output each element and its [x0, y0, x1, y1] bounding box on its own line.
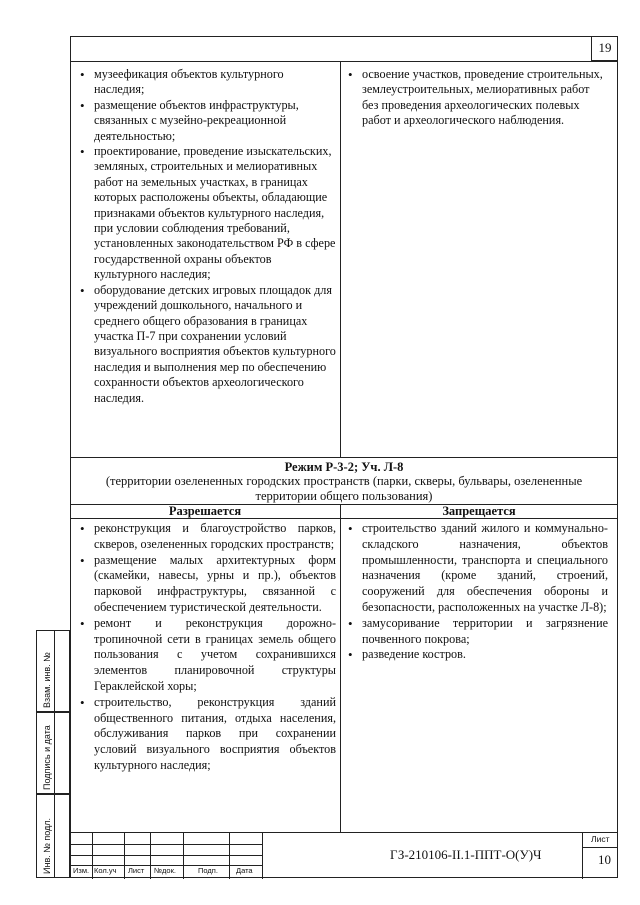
list-item: • музеефикация объектов культурного наследия;: [78, 67, 336, 98]
list-item: • размещение малых архитектурных форм (скамейки, навесы, урны и пр.), объектов парковой инфраструктуры, связанной с обеспечением туристической деятельности.: [78, 553, 336, 616]
side-cell-original: [36, 794, 70, 878]
stamp-col-label: Лист: [128, 866, 145, 875]
stamp-col-label: Кол.уч: [94, 866, 117, 875]
page-number: 19: [591, 36, 618, 61]
side-stamp: [36, 630, 70, 878]
top-left-list: [78, 67, 336, 406]
side-cell-replace: [36, 630, 70, 712]
list-item: • реконструкция и благоустройство парков, скверов, озелененных городских пространств;: [78, 521, 336, 553]
regime-subtitle: (территории озелененных городских пространств (парки, скверы, бульвары, озелененные территории общего пользования): [105, 474, 583, 503]
top-right-list: [346, 67, 608, 129]
side-label: Инв. № подл.: [42, 817, 52, 874]
document-id: ГЗ-210106-II.1-ППТ-О(У)Ч: [390, 847, 542, 862]
regime-column-divider: [340, 504, 341, 832]
list-item: • ремонт и реконструкция дорожно-тропиночной сети в границах земель общего пользования с учетом сохранившихся элементов планировочной структуры Гераклейской хоры;: [78, 616, 336, 695]
allowed-header: Разрешается: [168, 504, 242, 518]
stamp-col-label: Изм.: [73, 866, 90, 875]
regime-top-divider: [70, 457, 618, 458]
forbidden-header: Запрещается: [442, 504, 516, 518]
stamp-col-label: №док.: [154, 866, 176, 875]
side-label: Подпись и дата: [42, 725, 52, 790]
list-item: • разведение костров.: [346, 647, 608, 663]
list-item: • размещение объектов инфраструктуры, связанных с музейно-рекреационной деятельностью;: [78, 98, 336, 144]
side-label: Взам. инв. №: [42, 652, 52, 708]
title-block: [70, 832, 618, 879]
columns-header-divider: [70, 518, 618, 519]
regime-title: Режим Р-3-2; Уч. Л-8: [284, 460, 404, 474]
stamp-col-label: Дата: [236, 866, 253, 875]
top-column-divider: [340, 61, 341, 457]
list-item: • проектирование, проведение изыскательских, земляных, строительных и мелиоративных работ на земельных участках, в границах которых расположены объекты, обладающие признаками объектов культурного наследия, при условии соблюдения требований, установленных законодательством РФ в сфере государственной охраны объектов культурного наследия;: [78, 144, 336, 283]
list-item: • оборудование детских игровых площадок для учреждений дошкольного, начального и среднего общего образования в границах участка П-7 при сохранении условий визуального восприятия объектов культурного наследия и выполнения мер по обеспечению сохранности объектов археологического наследия.: [78, 283, 336, 406]
list-item: • строительство, реконструкция зданий общественного питания, отдыха населения, обслуживания парков при сохранении условий визуального восприятия объектов культурного наследия;: [78, 695, 336, 774]
list-item: • замусоривание территории и загрязнение почвенного покрова;: [346, 616, 608, 648]
list-item: • освоение участков, проведение строительных, землеустроительных, мелиоративных работ без проведения археологических полевых работ и археологического наблюдения.: [346, 67, 608, 129]
sheet-number: 10: [598, 852, 611, 867]
sheet-label: Лист: [591, 834, 610, 844]
stamp-col-label: Подп.: [198, 866, 218, 875]
header-divider: [70, 61, 618, 62]
side-cell-signature: [36, 712, 70, 794]
allowed-list: [78, 521, 336, 774]
forbidden-list: [346, 521, 608, 663]
list-item: • строительство зданий жилого и коммунально-складского назначения, объектов промышленности, транспорта и специального назначения (кроме зданий, строений, сооружений для обеспечения обороны и безопасности, расположенных на участке Л-8);: [346, 521, 608, 616]
